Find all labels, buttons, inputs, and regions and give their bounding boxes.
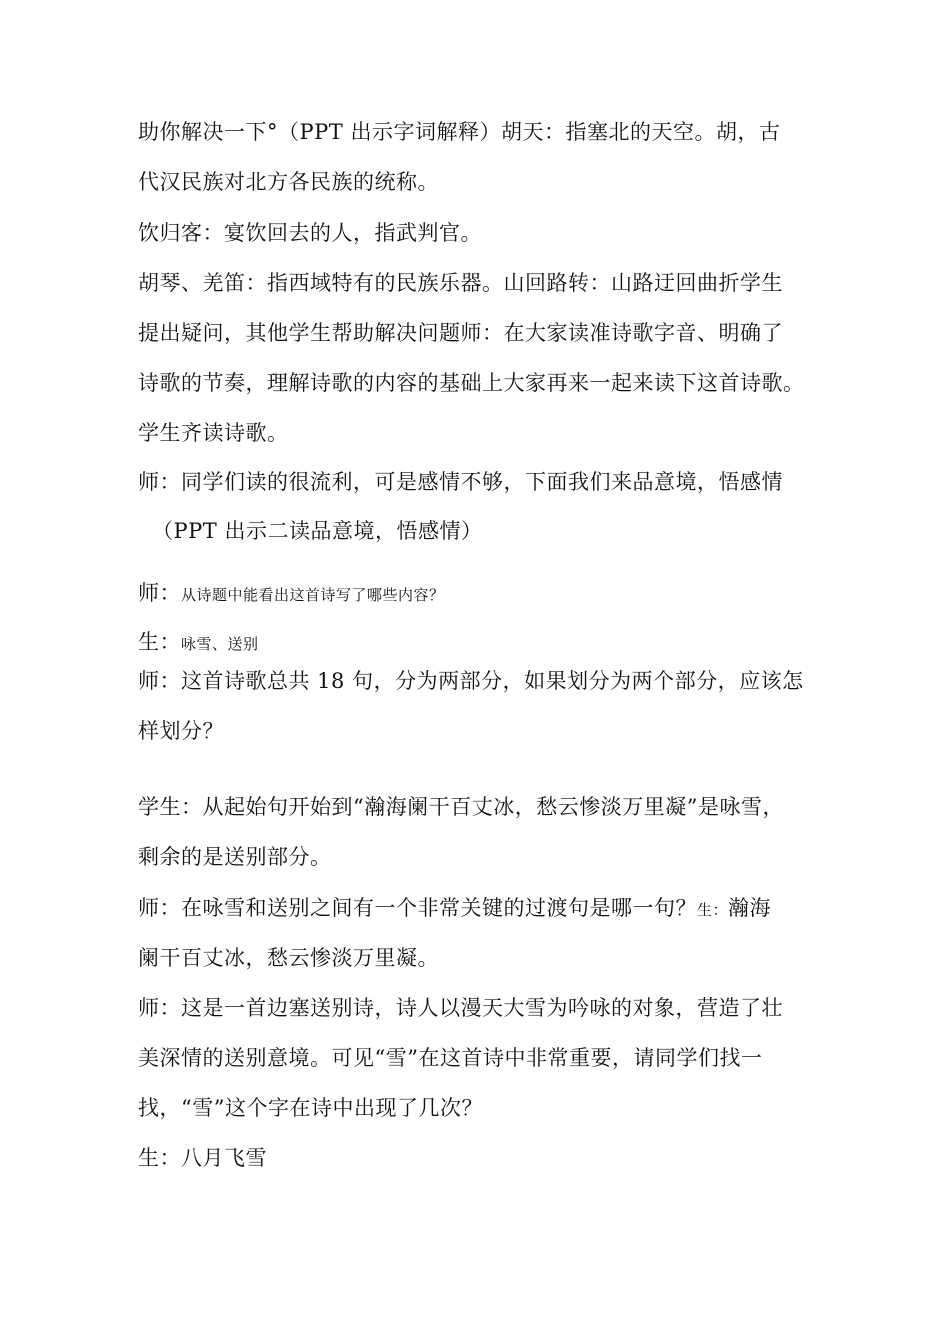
dialogue-line (138, 893, 828, 925)
speaker-label: 生： (697, 901, 729, 919)
paragraph-line: 剩余的是送别部分。 (138, 845, 332, 869)
paragraph-line: 饮归客：宴饮回去的人，指武判官。 (138, 221, 482, 245)
dialogue-line (138, 578, 828, 610)
dialogue-text: 咏雪、送别 (181, 635, 259, 653)
paragraph-line: 师：这首诗歌总共 18 句，分为两部分，如果划分为两个部分，应该怎 (138, 669, 804, 693)
paragraph-line: 阑干百丈冰，愁云惨淡万里凝。 (138, 946, 439, 970)
paragraph-line: 美深情的送别意境。可见“雪”在这首诗中非常重要，请同学们找一 (138, 1046, 763, 1070)
paragraph-line: 师：这是一首边塞送别诗，诗人以漫天大雪为吟咏的对象，营造了壮 (138, 996, 783, 1020)
paragraph-line: 提出疑问，其他学生帮助解决问题师：在大家读准诗歌字音、明确了 (138, 321, 783, 345)
paragraph-line: 助你解决一下°（PPT 出示字词解释）胡天：指塞北的天空。胡，古 (138, 120, 781, 144)
speaker-label: 生： (138, 630, 181, 654)
paragraph-line: 代汉民族对北方各民族的统称。 (138, 170, 439, 194)
dialogue-text: 从诗题中能看出这首诗写了哪些内容？ (181, 586, 445, 604)
paragraph-line: 诗歌的节奏，理解诗歌的内容的基础上大家再来一起来读下这首诗歌。 (138, 371, 805, 395)
paragraph-line: （PPT 出示二读品意境，悟感情） (152, 519, 483, 543)
dialogue-line (138, 627, 828, 659)
paragraph-line: 学生：从起始句开始到“瀚海阑干百丈冰，愁云惨淡万里凝”是咏雪， (138, 795, 784, 819)
paragraph-line: 学生齐读诗歌。 (138, 421, 289, 445)
paragraph-line: 样划分？ (138, 719, 224, 743)
dialogue-text: 师：在咏雪和送别之间有一个非常关键的过渡句是哪一句？ (138, 896, 697, 920)
speaker-label: 师： (138, 581, 181, 605)
paragraph-line: 生：八月飞雪 (138, 1146, 267, 1170)
paragraph-line: 胡琴、羌笛：指西域特有的民族乐器。山回路转：山路迂回曲折学生 (138, 271, 783, 295)
paragraph-line: 找，“雪”这个字在诗中出现了几次？ (138, 1096, 483, 1120)
dialogue-text: 瀚海 (728, 896, 772, 920)
paragraph-line: 师：同学们读的很流利，可是感情不够，下面我们来品意境，悟感情 (138, 470, 783, 494)
